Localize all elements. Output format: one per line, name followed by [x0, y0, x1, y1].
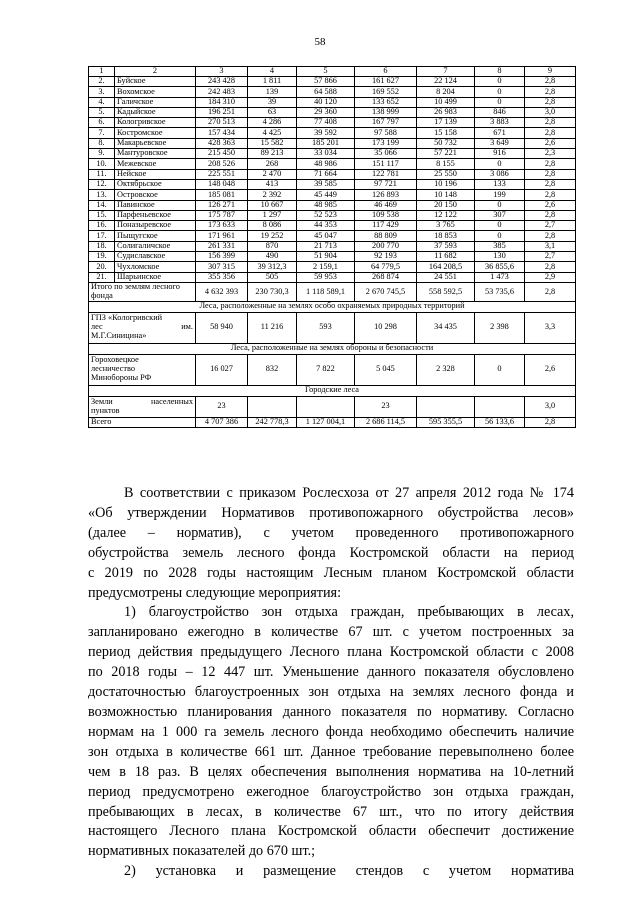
table-row: [89, 159, 576, 169]
table-cell: 3 086: [475, 169, 525, 179]
table-cell: 16.: [89, 221, 115, 231]
table-cell: 2,8: [525, 159, 576, 169]
table-cell: 8 155: [417, 159, 475, 169]
table-cell: 0: [475, 77, 525, 87]
table-cell: 12 122: [417, 210, 475, 220]
paragraph-intro-line: В соответствии с приказом Рослесхоза от 27 апреля 2012 года № 174: [124, 485, 574, 501]
table-row: [89, 210, 576, 220]
district-name-cell: Галичское: [115, 97, 196, 107]
table-cell: 2 470: [248, 169, 297, 179]
table-cell: 242 483: [196, 87, 248, 97]
item-1-line: пребывающих в лесах, в количестве 67 шт., что по итогу действия: [88, 803, 574, 820]
body-text: [88, 484, 574, 882]
table-cell: 1 297: [248, 210, 297, 220]
table-cell: 3.: [89, 87, 115, 97]
table-cell: 148 048: [196, 179, 248, 189]
section-title: Леса, расположенные на землях особо охраняемых природных территорий: [89, 301, 576, 312]
table-cell: 230 730,3: [248, 282, 297, 301]
table-cell: 21.: [89, 272, 115, 282]
row-label: [89, 396, 196, 417]
table-cell: 0: [475, 221, 525, 231]
table-cell: 2,8: [525, 210, 576, 220]
table-cell: 37 593: [417, 241, 475, 251]
table-cell: 20.: [89, 262, 115, 272]
column-header: 7: [417, 67, 475, 77]
table-cell: 1 127 004,1: [297, 417, 355, 427]
table-cell: 16 027: [196, 354, 248, 385]
table-cell: 671: [475, 128, 525, 138]
table-cell: 97 721: [355, 179, 417, 189]
table-cell: 0: [475, 159, 525, 169]
table-cell: 0: [475, 87, 525, 97]
table-cell: 2,3: [525, 149, 576, 159]
item-1-line: нормативных показателей до 670 шт.;: [88, 843, 316, 860]
table-cell: 169 552: [355, 87, 417, 97]
table-cell: 268: [248, 159, 297, 169]
table-cell: 2,6: [525, 138, 576, 148]
table-cell: 23: [196, 396, 248, 417]
empty-cell: [417, 396, 475, 417]
item-1-line: период предусмотрено ежегодное благоустройство зон отдыха граждан,: [88, 783, 574, 800]
paragraph-intro-line: предусмотрены следующие мероприятия:: [88, 584, 342, 601]
table-cell: 832: [248, 354, 297, 385]
item-1-line: возможностью планирования данного показателя по нормативу. Согласно: [88, 703, 574, 720]
table-cell: 199: [475, 190, 525, 200]
column-header: 1: [89, 67, 115, 77]
table-cell: 215 450: [196, 149, 248, 159]
table-cell: 117 429: [355, 221, 417, 231]
table-cell: 138 999: [355, 107, 417, 117]
district-name-cell: Шарьинское: [115, 272, 196, 282]
row-label-line: М.Г.Синицина»: [91, 331, 147, 341]
column-header: 4: [248, 67, 297, 77]
table-cell: 9.: [89, 149, 115, 159]
table-cell: 97 588: [355, 128, 417, 138]
table-cell: 5.: [89, 107, 115, 117]
table-row: [89, 252, 576, 262]
empty-cell: [297, 396, 355, 417]
table-cell: 10 148: [417, 190, 475, 200]
table-cell: 20 150: [417, 200, 475, 210]
table-cell: 3,0: [525, 396, 576, 417]
table-cell: 173 633: [196, 221, 248, 231]
table-cell: 26 983: [417, 107, 475, 117]
table-row: [89, 97, 576, 107]
table-row: [89, 169, 576, 179]
table-cell: 208 526: [196, 159, 248, 169]
table-cell: 2,8: [525, 128, 576, 138]
table-cell: 2,8: [525, 417, 576, 427]
table-cell: 185 081: [196, 190, 248, 200]
item-1-line: нормам на 1 000 га земель лесного фонда необходимо обеспечить наличие: [88, 723, 574, 740]
table-cell: 126 271: [196, 200, 248, 210]
table-cell: 3,3: [525, 312, 576, 343]
table-cell: 0: [475, 354, 525, 385]
table-cell: 10 298: [355, 312, 417, 343]
table-cell: 71 664: [297, 169, 355, 179]
district-name-cell: Парфеньевское: [115, 210, 196, 220]
table-cell: 45 047: [297, 231, 355, 241]
row-label: [89, 312, 196, 343]
table-cell: 2,7: [525, 252, 576, 262]
table-cell: 4 707 386: [196, 417, 248, 427]
district-name-cell: Макарьевское: [115, 138, 196, 148]
table-cell: 92 193: [355, 252, 417, 262]
paragraph-intro-line: «Об утверждении Нормативов противопожарного обустройства лесов»: [88, 504, 574, 521]
table-cell: 428 363: [196, 138, 248, 148]
table-cell: 11 682: [417, 252, 475, 262]
table-cell: 505: [248, 272, 297, 282]
table-cell: 51 904: [297, 252, 355, 262]
table-cell: 161 627: [355, 77, 417, 87]
table-row: [89, 200, 576, 210]
table-cell: 261 331: [196, 241, 248, 251]
district-name-cell: Островское: [115, 190, 196, 200]
table-cell: 413: [248, 179, 297, 189]
item-2-line: 2) установка и размещение стендов с учетом норматива: [124, 863, 574, 880]
row-label-line: пунктов: [91, 405, 120, 415]
table-row: [89, 231, 576, 241]
paragraph-intro-line: (далее – норматив), с учетом проведенного противопожарного: [88, 524, 574, 541]
table-cell: 270 513: [196, 118, 248, 128]
table-row: [89, 241, 576, 251]
table-cell: 916: [475, 149, 525, 159]
table-cell: 6.: [89, 118, 115, 128]
table-row: [89, 262, 576, 272]
table-cell: 2,6: [525, 200, 576, 210]
table-cell: 385: [475, 241, 525, 251]
table-cell: 4 425: [248, 128, 297, 138]
table-row: [89, 190, 576, 200]
table-cell: 63: [248, 107, 297, 117]
table-cell: 8.: [89, 138, 115, 148]
table-cell: 36 855,6: [475, 262, 525, 272]
table-cell: 8 086: [248, 221, 297, 231]
table-cell: 23: [355, 396, 417, 417]
row-label: Всего: [89, 417, 196, 427]
table-cell: 11.: [89, 169, 115, 179]
table-cell: 58 940: [196, 312, 248, 343]
table-cell: 34 435: [417, 312, 475, 343]
table-cell: 130: [475, 252, 525, 262]
table-cell: 59 953: [297, 272, 355, 282]
total-forest-fund-row: [89, 282, 576, 301]
item-1-line: по 2018 годы – 12 447 шт. Уменьшение данного показателя обусловлено: [88, 664, 574, 681]
table-cell: 2,8: [525, 262, 576, 272]
column-header: 3: [196, 67, 248, 77]
table-cell: 151 117: [355, 159, 417, 169]
table-cell: 12.: [89, 179, 115, 189]
table-cell: 40 120: [297, 97, 355, 107]
table-cell: 17.: [89, 231, 115, 241]
table-row: [89, 128, 576, 138]
table-cell: 156 399: [196, 252, 248, 262]
table-row: [89, 107, 576, 117]
table-cell: 164 208,5: [417, 262, 475, 272]
table-cell: 45 449: [297, 190, 355, 200]
row-label-line: Земли населенных: [91, 396, 193, 406]
table-cell: 3,0: [525, 107, 576, 117]
table-cell: 175 787: [196, 210, 248, 220]
district-name-cell: Вохомское: [115, 87, 196, 97]
empty-cell: [475, 396, 525, 417]
grand-total-row: [89, 417, 576, 427]
table-cell: 3 765: [417, 221, 475, 231]
table-cell: 10 196: [417, 179, 475, 189]
table-cell: 50 732: [417, 138, 475, 148]
table-cell: 2 328: [417, 354, 475, 385]
table-cell: 17 139: [417, 118, 475, 128]
table-cell: 13.: [89, 190, 115, 200]
district-name-cell: Павинское: [115, 200, 196, 210]
table-cell: 10 499: [417, 97, 475, 107]
table-cell: 14.: [89, 200, 115, 210]
table-cell: 490: [248, 252, 297, 262]
table-cell: 48 985: [297, 200, 355, 210]
district-name-cell: Нейское: [115, 169, 196, 179]
table-cell: 7 822: [297, 354, 355, 385]
table-cell: 64 588: [297, 87, 355, 97]
table-cell: 2,8: [525, 231, 576, 241]
table-cell: 22 124: [417, 77, 475, 87]
row-label-line: ГПЗ «Кологривский: [91, 313, 163, 323]
item-1-line: настоящего Лесного плана Костромской области обеспечит достижение: [88, 823, 574, 840]
district-name-cell: Кологривское: [115, 118, 196, 128]
table-cell: 225 551: [196, 169, 248, 179]
table-cell: 2 392: [248, 190, 297, 200]
table-cell: 4 286: [248, 118, 297, 128]
table-cell: 1 811: [248, 77, 297, 87]
gorokh-row: [89, 354, 576, 385]
table-cell: 21 713: [297, 241, 355, 251]
table-cell: 77 408: [297, 118, 355, 128]
table-row: [89, 149, 576, 159]
district-name-cell: Буйское: [115, 77, 196, 87]
table-cell: 57 221: [417, 149, 475, 159]
table-cell: 2 398: [475, 312, 525, 343]
column-header: 6: [355, 67, 417, 77]
table-cell: 52 523: [297, 210, 355, 220]
column-header: 5: [297, 67, 355, 77]
table-cell: 171 961: [196, 231, 248, 241]
table-cell: 5 045: [355, 354, 417, 385]
district-name-cell: Поназыревское: [115, 221, 196, 231]
table-cell: 243 428: [196, 77, 248, 87]
table-cell: 1 473: [475, 272, 525, 282]
table-row: [89, 118, 576, 128]
city-forest-row: [89, 396, 576, 417]
table-cell: 595 355,5: [417, 417, 475, 427]
district-name-cell: Пыщугское: [115, 231, 196, 241]
table-cell: 355 356: [196, 272, 248, 282]
table-cell: 167 797: [355, 118, 417, 128]
table-row: [89, 221, 576, 231]
table-cell: 196 251: [196, 107, 248, 117]
table-cell: 2 686 114,5: [355, 417, 417, 427]
item-1-line: 1) благоустройство зон отдыха граждан, пребывающих в лесах,: [124, 604, 574, 621]
table-cell: 268 874: [355, 272, 417, 282]
row-label-line: Минобороны РФ: [91, 373, 152, 383]
table-cell: 57 866: [297, 77, 355, 87]
table-cell: 2,8: [525, 190, 576, 200]
table-row: [89, 87, 576, 97]
table-cell: 307 315: [196, 262, 248, 272]
table-cell: 44 353: [297, 221, 355, 231]
table-cell: 56 133,6: [475, 417, 525, 427]
table-cell: 185 201: [297, 138, 355, 148]
table-cell: 2 670 745,5: [355, 282, 417, 301]
table-cell: 2,8: [525, 97, 576, 107]
district-name-cell: Мантуровское: [115, 149, 196, 159]
gpz-row: [89, 312, 576, 343]
row-label-line: лес им.: [91, 322, 193, 332]
table-row: [89, 272, 576, 282]
table-cell: 39 312,3: [248, 262, 297, 272]
table-cell: 18.: [89, 241, 115, 251]
table-cell: 157 434: [196, 128, 248, 138]
district-name-cell: Судиславское: [115, 252, 196, 262]
table-cell: 15 158: [417, 128, 475, 138]
table-cell: 39 592: [297, 128, 355, 138]
table-cell: 4 632 393: [196, 282, 248, 301]
table-cell: 15 582: [248, 138, 297, 148]
table-cell: 3 649: [475, 138, 525, 148]
table-cell: 122 781: [355, 169, 417, 179]
section-header-row: [89, 343, 576, 354]
table-cell: 2,7: [525, 221, 576, 231]
district-name-cell: Солигаличское: [115, 241, 196, 251]
table-cell: 2,8: [525, 179, 576, 189]
table-cell: 173 199: [355, 138, 417, 148]
district-name-cell: Чухломское: [115, 262, 196, 272]
table-cell: 19.: [89, 252, 115, 262]
item-1-line: достаточностью благоустроенных зон отдыха на землях лесного фонда и: [88, 684, 574, 701]
section-title: Леса, расположенные на землях обороны и безопасности: [89, 343, 576, 354]
table-header-row: [89, 67, 576, 77]
item-1-line: чем в 18 раз. В целях обеспечения выполнения норматива на 10-летний: [88, 763, 574, 780]
table-cell: 19 252: [248, 231, 297, 241]
table-cell: 39: [248, 97, 297, 107]
district-name-cell: Межевское: [115, 159, 196, 169]
row-label-line: лесничество: [91, 364, 135, 374]
table-cell: 184 310: [196, 97, 248, 107]
district-name-cell: Октябрьское: [115, 179, 196, 189]
table-cell: 200 770: [355, 241, 417, 251]
table-cell: 15.: [89, 210, 115, 220]
table-cell: 24 551: [417, 272, 475, 282]
table-cell: 3,1: [525, 241, 576, 251]
table-cell: 307: [475, 210, 525, 220]
table-cell: 2,8: [525, 169, 576, 179]
empty-cell: [248, 396, 297, 417]
table-cell: 2,9: [525, 272, 576, 282]
table-cell: 64 779,5: [355, 262, 417, 272]
table-cell: 4.: [89, 97, 115, 107]
table-cell: 109 538: [355, 210, 417, 220]
section-header-row: [89, 301, 576, 312]
section-header-row: [89, 385, 576, 396]
district-name-cell: Кадыйское: [115, 107, 196, 117]
table-cell: 846: [475, 107, 525, 117]
table-cell: 35 066: [355, 149, 417, 159]
column-header: 2: [115, 67, 196, 77]
item-1-line: запланировано ежегодно в количестве 67 шт. с учетом построенных за: [88, 624, 574, 641]
table-cell: 2.: [89, 77, 115, 87]
table-cell: 25 550: [417, 169, 475, 179]
table-cell: 29 360: [297, 107, 355, 117]
table-row: [89, 77, 576, 87]
district-name-cell: Костромское: [115, 128, 196, 138]
paragraph-intro-line: с 2019 по 2028 годы настоящим Лесным планом Костромской области: [88, 564, 574, 581]
table-cell: 8 204: [417, 87, 475, 97]
table-cell: 46 469: [355, 200, 417, 210]
table-cell: 33 034: [297, 149, 355, 159]
forest-fund-table: [88, 66, 576, 428]
item-1-line: период действия предыдущего Лесного плана Костромской области с 2008: [88, 644, 574, 661]
table-cell: 7.: [89, 128, 115, 138]
table-cell: 88 809: [355, 231, 417, 241]
row-label: [89, 354, 196, 385]
table-cell: 0: [475, 97, 525, 107]
table-cell: 133 652: [355, 97, 417, 107]
table-cell: 242 778,3: [248, 417, 297, 427]
table-cell: 2 159,1: [297, 262, 355, 272]
table-cell: 133: [475, 179, 525, 189]
table-cell: 89 213: [248, 149, 297, 159]
table-cell: 10 667: [248, 200, 297, 210]
table-row: [89, 138, 576, 148]
table-cell: 2,6: [525, 354, 576, 385]
paragraph-intro-line: обустройства земель лесного фонда Костромской области на период: [88, 544, 574, 561]
column-header: 9: [525, 67, 576, 77]
table-cell: 2,8: [525, 87, 576, 97]
table-cell: 558 592,5: [417, 282, 475, 301]
table-cell: 3 883: [475, 118, 525, 128]
table-cell: 870: [248, 241, 297, 251]
table-cell: 2,8: [525, 118, 576, 128]
table-cell: 0: [475, 231, 525, 241]
table-row: [89, 179, 576, 189]
row-label: Итого по землям лесного фонда: [89, 282, 196, 301]
table-cell: 39 585: [297, 179, 355, 189]
table-cell: 2,8: [525, 282, 576, 301]
section-title: Городские леса: [89, 385, 576, 396]
item-1-line: зон отдыха в количестве 661 шт. Данное требование перевыполнено более: [88, 743, 574, 760]
page-number: 58: [314, 36, 326, 48]
table-cell: 139: [248, 87, 297, 97]
column-header: 8: [475, 67, 525, 77]
row-label-line: Гороховецкое: [91, 355, 139, 365]
table-cell: 53 735,6: [475, 282, 525, 301]
table-cell: 18 853: [417, 231, 475, 241]
table-cell: 48 986: [297, 159, 355, 169]
table-cell: 11 216: [248, 312, 297, 343]
table-cell: 593: [297, 312, 355, 343]
table-cell: 1 118 589,1: [297, 282, 355, 301]
table-cell: 126 893: [355, 190, 417, 200]
table-cell: 10.: [89, 159, 115, 169]
table-cell: 2,8: [525, 77, 576, 87]
table-cell: 0: [475, 200, 525, 210]
